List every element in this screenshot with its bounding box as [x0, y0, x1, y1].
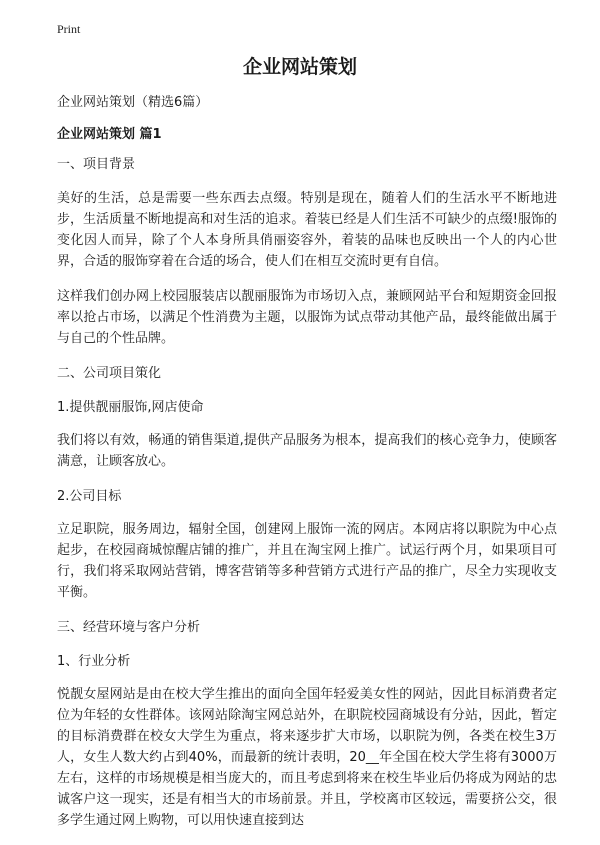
print-link[interactable]: Print — [57, 22, 81, 36]
subsection-heading-industry: 1、行业分析 — [57, 654, 131, 669]
paragraph: 美好的生活，总是需要一些东西去点缀。特别是现在，随着人们的生活水平不断地进步，生活质量不断地提高和对生活的追求。着装已经是人们生活不可缺少的点缀!服饰的变化因人而异，除了个人本身所具俏丽姿容外，着装的品味也反映出一个人的内心世界，合适的服饰穿着在合适的场合，使人们在相互交流时更有自信。 — [57, 191, 557, 269]
document-subtitle: 企业网站策划（精选6篇） — [57, 95, 209, 110]
paragraph: 我们将以有效，畅通的销售渠道,提供产品服务为根本，提高我们的核心竞争力，使顾客满意，让顾客放心。 — [57, 433, 557, 469]
section-heading-background: 一、项目背景 — [57, 157, 136, 172]
section-heading-planning: 二、公司项目策化 — [57, 366, 162, 381]
section-heading-environment: 三、经营环境与客户分析 — [57, 620, 201, 635]
paragraph: 立足职院，服务周边，辐射全国，创建网上服饰一流的网店。本网店将以职院为中心点起步，在校园商城惊醒店铺的推广，并且在淘宝网上推广。试运行两个月，如果项目可行，我们将采取网站营销，博客营销等多种营销方式进行产品的推广，尽全力实现收支平衡。 — [57, 522, 557, 600]
paragraph: 悦靓女屋网站是由在校大学生推出的面向全国年轻爱美女性的网站，因此目标消费者定位为年轻的女性群体。该网站除淘宝网总站外，在职院校园商城设有分站，因此，暂定的目标消费群在校女大学生为重点，将来逐步扩大市场，以职院为例，各类在校生3万人，女生人数大约占到40%，而最新的统计表明，20__年全国在校大学生将有3000万左右，这样的市场规模是相当庞大的，而且考虑到将来在校生毕业后仍将成为网站的忠诚客户这一现实，还是有相当大的市场前景。并且，学校离市区较远，需要挤公交，很多学生通过网上购物，可以用快速直接到达 — [57, 687, 557, 828]
subsection-heading-goals: 2.公司目标 — [57, 489, 122, 504]
subsection-heading-mission: 1.提供靓丽服饰,网店使命 — [57, 400, 204, 415]
page-title: 企业网站策划 — [242, 56, 357, 78]
document-body — [57, 92, 557, 845]
paragraph: 这样我们创办网上校园服装店以靓丽服饰为市场切入点，兼顾网站平台和短期资金回报率以抢占市场，以满足个性消费为主题，以服饰为试点带动其他产品，最终能做出属于与自己的个性品牌。 — [57, 289, 557, 346]
article-heading: 企业网站策划 篇1 — [57, 127, 162, 142]
